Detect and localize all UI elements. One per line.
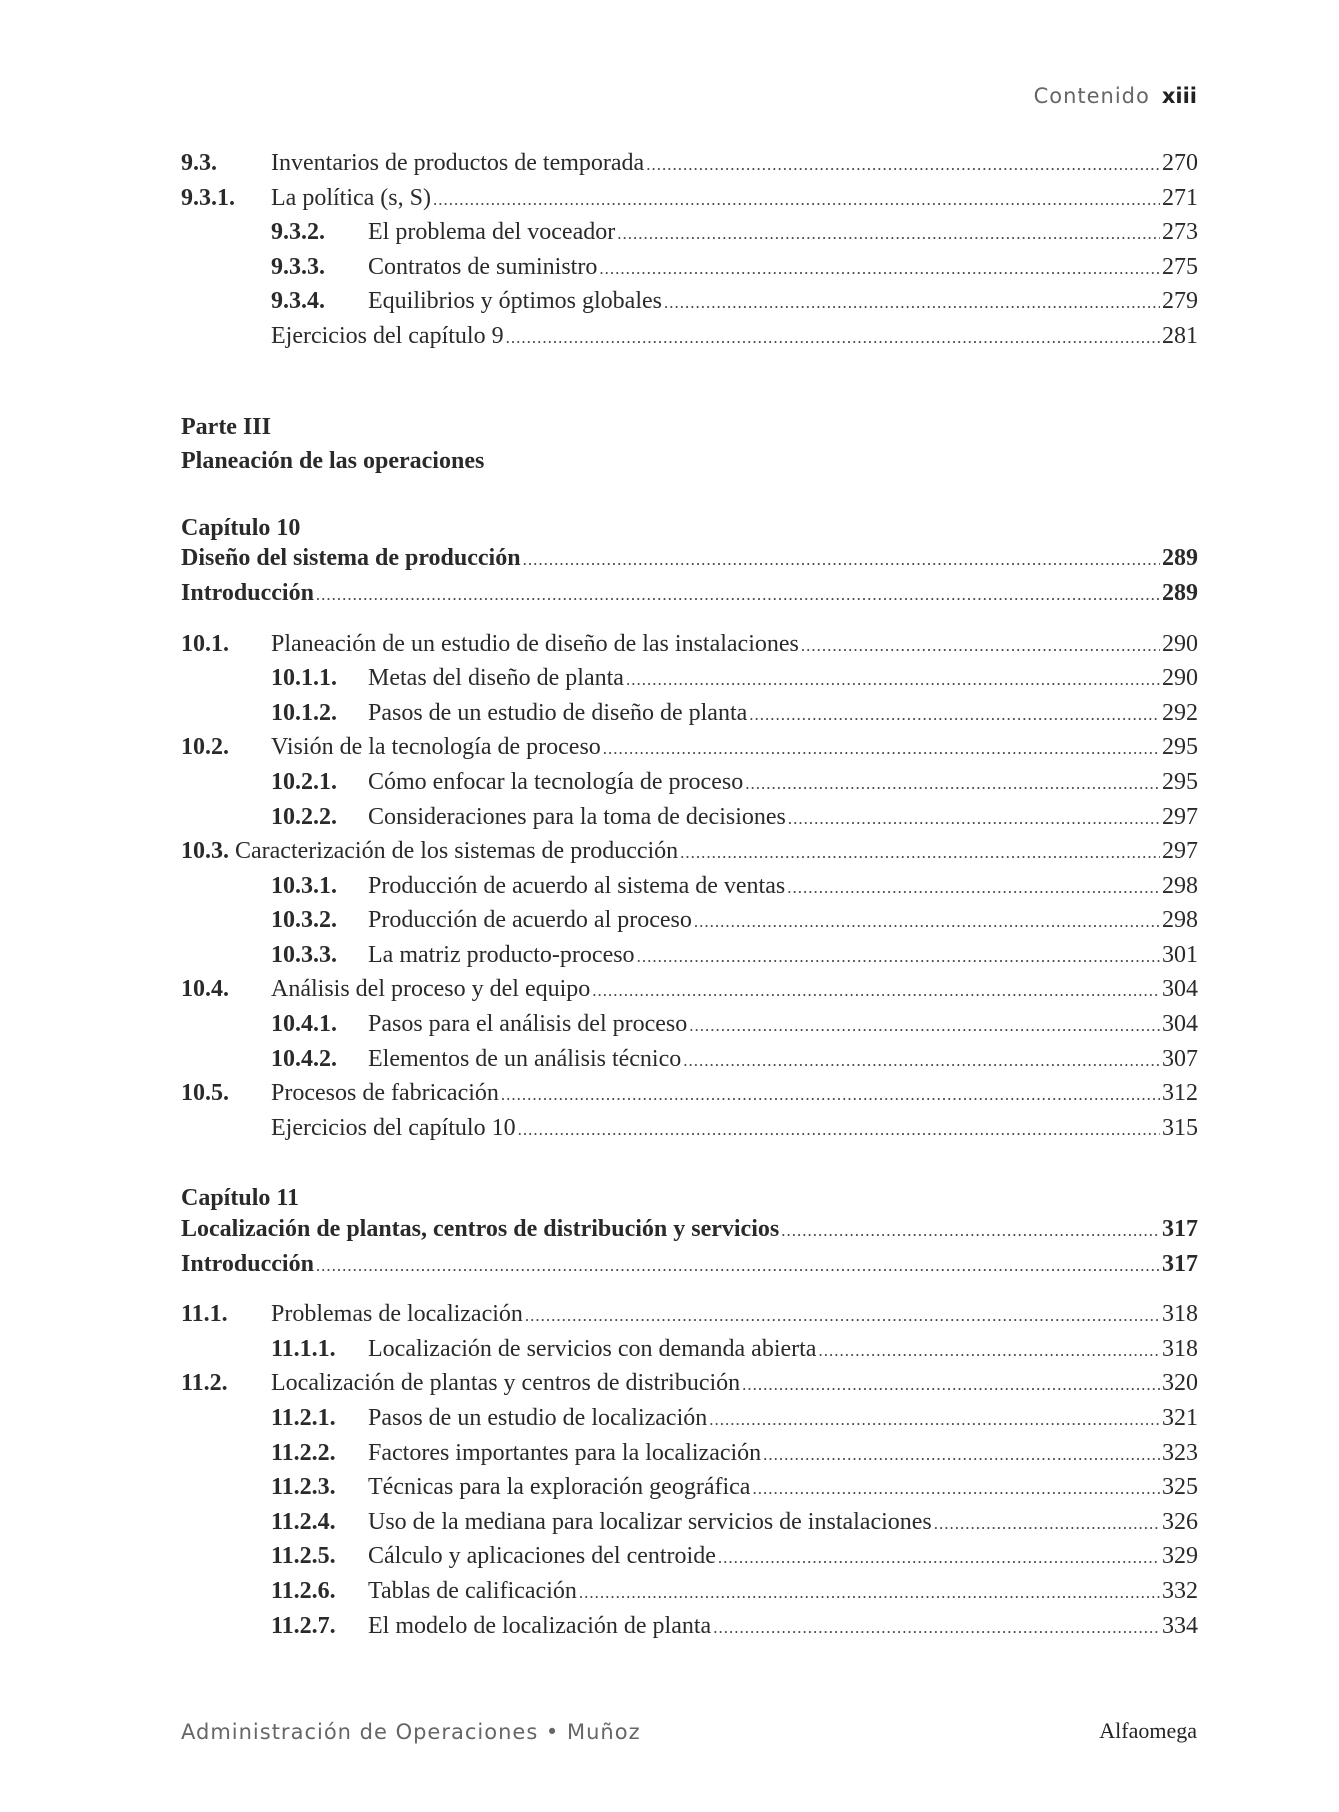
- toc-entry-page: 325: [1162, 1474, 1198, 1501]
- toc-entry-page: 318: [1162, 1301, 1198, 1328]
- toc-entry-page: 290: [1162, 630, 1198, 657]
- dot-leader: [579, 1583, 1160, 1603]
- toc-entry-number: 11.2.4.: [271, 1508, 336, 1535]
- part-label: Parte III: [181, 413, 271, 440]
- toc-entry-title: Cómo enfocar la tecnología de proceso: [368, 768, 744, 795]
- toc-entry-title: Problemas de localización: [271, 1301, 523, 1328]
- toc-entry[interactable]: [181, 323, 1198, 358]
- toc-entry-number: 10.2.2.: [271, 803, 337, 830]
- toc-entry[interactable]: [181, 1336, 1198, 1371]
- toc-entry-page: 315: [1162, 1114, 1198, 1141]
- toc-entry-title: Planeación de un estudio de diseño de las instalaciones: [271, 630, 799, 657]
- dot-leader: [689, 1016, 1160, 1036]
- toc-entry[interactable]: [181, 219, 1198, 254]
- footer-book-title: Administración de Operaciones • Muñoz: [181, 1720, 641, 1744]
- dot-leader: [523, 550, 1160, 570]
- introduction-entry[interactable]: [181, 580, 1198, 615]
- toc-entry-title: Cálculo y aplicaciones del centroide: [368, 1543, 716, 1570]
- toc-entry-number: 10.1.1.: [271, 665, 337, 692]
- toc-entry-page: 307: [1162, 1045, 1198, 1072]
- chapter-title-entry[interactable]: [181, 1216, 1198, 1251]
- toc-entry-page: 298: [1162, 907, 1198, 934]
- toc-entry-page: 318: [1162, 1335, 1198, 1362]
- toc-entry[interactable]: [181, 804, 1198, 839]
- toc-entry-page: 295: [1162, 734, 1198, 761]
- toc-entry[interactable]: [181, 1080, 1198, 1115]
- toc-entry-page: 334: [1162, 1612, 1198, 1639]
- chapter-title: Diseño del sistema de producción: [181, 545, 521, 572]
- dot-leader: [506, 328, 1160, 348]
- toc-entry-title: Uso de la mediana para localizar servicios de instalaciones: [368, 1508, 932, 1535]
- toc-entry-title: Contratos de suministro: [368, 253, 598, 280]
- dot-leader: [818, 1341, 1160, 1361]
- toc-entry-number: 10.4.2.: [271, 1045, 337, 1072]
- chapter-title-page: 317: [1162, 1216, 1198, 1243]
- dot-leader: [680, 843, 1160, 863]
- toc-entry-page: 332: [1162, 1577, 1198, 1604]
- toc-entry-number: 11.2.: [181, 1370, 228, 1397]
- toc-entry-number: 11.2.2.: [271, 1439, 336, 1466]
- dot-leader: [742, 1375, 1160, 1395]
- toc-entry-number: 9.3.1.: [181, 184, 235, 211]
- toc-entry-page: 297: [1162, 838, 1198, 865]
- toc-entry-number: 10.3.: [181, 838, 229, 865]
- toc-entry[interactable]: [181, 1301, 1198, 1336]
- dot-leader: [592, 981, 1160, 1001]
- toc-entry-number: 9.3.4.: [271, 288, 325, 315]
- toc-entry-title: Caracterización de los sistemas de producción: [235, 838, 679, 865]
- toc-entry-number: 11.2.6.: [271, 1577, 336, 1604]
- dot-leader: [433, 190, 1160, 210]
- toc-entry[interactable]: [181, 288, 1198, 323]
- toc-entry-page: 279: [1162, 288, 1198, 315]
- dot-leader: [316, 1256, 1160, 1276]
- dot-leader: [646, 155, 1160, 175]
- dot-leader: [617, 224, 1160, 244]
- toc-entry-title: Metas del diseño de planta: [368, 665, 624, 692]
- dot-leader: [934, 1514, 1160, 1534]
- dot-leader: [745, 774, 1160, 794]
- toc-entry-page: 312: [1162, 1080, 1198, 1107]
- toc-entry-number: 10.1.2.: [271, 699, 337, 726]
- toc-entry-page: 323: [1162, 1439, 1198, 1466]
- toc-entry-number: 10.5.: [181, 1080, 229, 1107]
- toc-entry-page: 326: [1162, 1508, 1198, 1535]
- toc-entry-page: 297: [1162, 803, 1198, 830]
- dot-leader: [718, 1548, 1160, 1568]
- dot-leader: [752, 1479, 1160, 1499]
- introduction-page: 317: [1162, 1250, 1198, 1277]
- toc-entry-page: 290: [1162, 665, 1198, 692]
- toc-entry-title: Producción de acuerdo al proceso: [368, 907, 692, 934]
- toc-entry-page: 320: [1162, 1370, 1198, 1397]
- toc-entry-number: 11.2.5.: [271, 1543, 336, 1570]
- dot-leader: [525, 1306, 1160, 1326]
- toc-entry-number: 10.4.1.: [271, 1011, 337, 1038]
- dot-leader: [763, 1445, 1160, 1465]
- dot-leader: [518, 1120, 1160, 1140]
- toc-entry-page: 304: [1162, 976, 1198, 1003]
- toc-entry[interactable]: [181, 1115, 1198, 1150]
- dot-leader: [683, 1051, 1160, 1071]
- running-head: [1034, 84, 1197, 108]
- toc-entry[interactable]: [181, 873, 1198, 908]
- toc-entry[interactable]: [181, 665, 1198, 700]
- toc-entry[interactable]: [181, 150, 1198, 185]
- toc-entry-title: Pasos de un estudio de diseño de planta: [368, 699, 748, 726]
- dot-leader: [599, 259, 1160, 279]
- chapter-title: Localización de plantas, centros de distribución y servicios: [181, 1216, 780, 1243]
- toc-entry[interactable]: [181, 976, 1198, 1011]
- toc-entry-number: 10.2.1.: [271, 768, 337, 795]
- toc-entry-page: 321: [1162, 1405, 1198, 1431]
- toc-entry[interactable]: [181, 185, 1198, 220]
- toc-entry-number: 9.3.2.: [271, 219, 325, 246]
- toc-entry-title: Ejercicios del capítulo 9: [271, 322, 504, 349]
- toc-entry[interactable]: [181, 631, 1198, 666]
- chapter-label: Capítulo 11: [181, 1185, 300, 1212]
- toc-entry-page: 298: [1162, 872, 1198, 899]
- toc-entry-title: Pasos para el análisis del proceso: [368, 1011, 688, 1038]
- toc-entry-title: Producción de acuerdo al sistema de ventas: [368, 872, 786, 899]
- toc-entry-title: Inventarios de productos de temporada: [271, 150, 645, 176]
- footer-publisher: Alfaomega: [1099, 1718, 1197, 1743]
- toc-entry-title: Técnicas para la exploración geográfica: [368, 1474, 751, 1501]
- toc-entry-page: 273: [1162, 219, 1198, 246]
- dot-leader: [637, 947, 1160, 967]
- toc-entry[interactable]: [181, 254, 1198, 289]
- toc-entry[interactable]: [181, 907, 1198, 942]
- toc-entry[interactable]: [181, 769, 1198, 804]
- toc-entry[interactable]: [181, 700, 1198, 735]
- toc-entry-title: El modelo de localización de planta: [368, 1612, 712, 1639]
- toc-entry[interactable]: [181, 838, 1198, 873]
- toc-entry-number: 10.3.2.: [271, 907, 337, 934]
- dot-leader: [781, 1221, 1160, 1241]
- table-of-contents: [181, 150, 1198, 1647]
- toc-entry-title: Elementos de un análisis técnico: [368, 1045, 682, 1072]
- dot-leader: [788, 809, 1160, 829]
- dot-leader: [709, 1410, 1160, 1430]
- dot-leader: [787, 878, 1160, 898]
- toc-entry-title: Procesos de fabricación: [271, 1080, 499, 1107]
- running-head-section: Contenido: [1033, 84, 1150, 108]
- toc-entry-number: 9.3.: [181, 150, 217, 176]
- toc-entry-page: 271: [1162, 184, 1198, 211]
- introduction-entry[interactable]: [181, 1251, 1198, 1286]
- toc-entry[interactable]: [181, 734, 1198, 769]
- chapter-title-entry[interactable]: [181, 545, 1198, 580]
- introduction-title: Introducción: [181, 1250, 314, 1277]
- dot-leader: [694, 912, 1160, 932]
- toc-entry-number: 11.2.7.: [271, 1612, 336, 1639]
- toc-entry-title: Localización de plantas y centros de distribución: [271, 1370, 741, 1397]
- toc-entry-number: 10.3.1.: [271, 872, 337, 899]
- toc-entry-title: Localización de servicios con demanda abierta: [368, 1335, 817, 1362]
- dot-leader: [316, 585, 1160, 605]
- toc-entry[interactable]: [181, 1046, 1198, 1081]
- toc-entry-number: 11.2.1.: [271, 1405, 336, 1431]
- dot-leader: [501, 1085, 1160, 1105]
- chapter-label: Capítulo 10: [181, 514, 301, 541]
- toc-entry-page: 329: [1162, 1543, 1198, 1570]
- toc-entry-number: 11.1.: [181, 1301, 228, 1328]
- toc-entry-title: La política (s, S): [271, 184, 431, 211]
- toc-entry-number: 11.2.3.: [271, 1474, 336, 1501]
- dot-leader: [801, 636, 1160, 656]
- introduction-page: 289: [1162, 579, 1198, 606]
- dot-leader: [626, 670, 1160, 690]
- toc-entry-page: 281: [1162, 322, 1198, 349]
- toc-entry[interactable]: [181, 1613, 1198, 1648]
- toc-entry[interactable]: [181, 1011, 1198, 1046]
- toc-entry-number: 10.2.: [181, 734, 229, 761]
- toc-entry-title: Visión de la tecnología de proceso: [271, 734, 601, 761]
- toc-entry-title: Ejercicios del capítulo 10: [271, 1114, 516, 1141]
- toc-entry[interactable]: [181, 1578, 1198, 1613]
- toc-entry-number: 9.3.3.: [271, 253, 325, 280]
- toc-entry-title: Equilibrios y óptimos globales: [368, 288, 662, 315]
- chapter-title-page: 289: [1162, 545, 1198, 572]
- dot-leader: [664, 293, 1160, 313]
- toc-entry-page: 295: [1162, 768, 1198, 795]
- toc-entry-page: 270: [1162, 150, 1198, 176]
- toc-entry[interactable]: [181, 1543, 1198, 1578]
- toc-entry-page: 301: [1162, 941, 1198, 968]
- toc-entry-number: 10.3.3.: [271, 941, 337, 968]
- dot-leader: [749, 705, 1160, 725]
- toc-entry-title: Consideraciones para la toma de decisiones: [368, 803, 786, 830]
- toc-entry[interactable]: [181, 1509, 1198, 1544]
- dot-leader: [713, 1618, 1160, 1638]
- toc-entry[interactable]: [181, 1405, 1198, 1440]
- toc-entry-title: El problema del voceador: [368, 219, 616, 246]
- toc-entry[interactable]: [181, 1440, 1198, 1475]
- toc-entry-number: 10.4.: [181, 976, 229, 1003]
- toc-entry-title: Factores importantes para la localización: [368, 1439, 762, 1466]
- toc-entry-page: 275: [1162, 253, 1198, 280]
- part-title: Planeación de las operaciones: [181, 448, 485, 475]
- toc-entry-title: La matriz producto-proceso: [368, 941, 635, 968]
- toc-entry[interactable]: [181, 1370, 1198, 1405]
- toc-entry-title: Pasos de un estudio de localización: [368, 1405, 708, 1431]
- toc-entry-title: Análisis del proceso y del equipo: [271, 976, 591, 1003]
- toc-entry[interactable]: [181, 942, 1198, 977]
- toc-entry-number: 11.1.1.: [271, 1335, 336, 1362]
- toc-entry-title: Tablas de calificación: [368, 1577, 577, 1604]
- toc-entry-page: 292: [1162, 699, 1198, 726]
- toc-entry-page: 304: [1162, 1011, 1198, 1038]
- toc-entry-number: 10.1.: [181, 630, 229, 657]
- toc-entry[interactable]: [181, 1474, 1198, 1509]
- introduction-title: Introducción: [181, 579, 314, 606]
- dot-leader: [603, 739, 1160, 759]
- running-head-page-number: xiii: [1161, 84, 1197, 108]
